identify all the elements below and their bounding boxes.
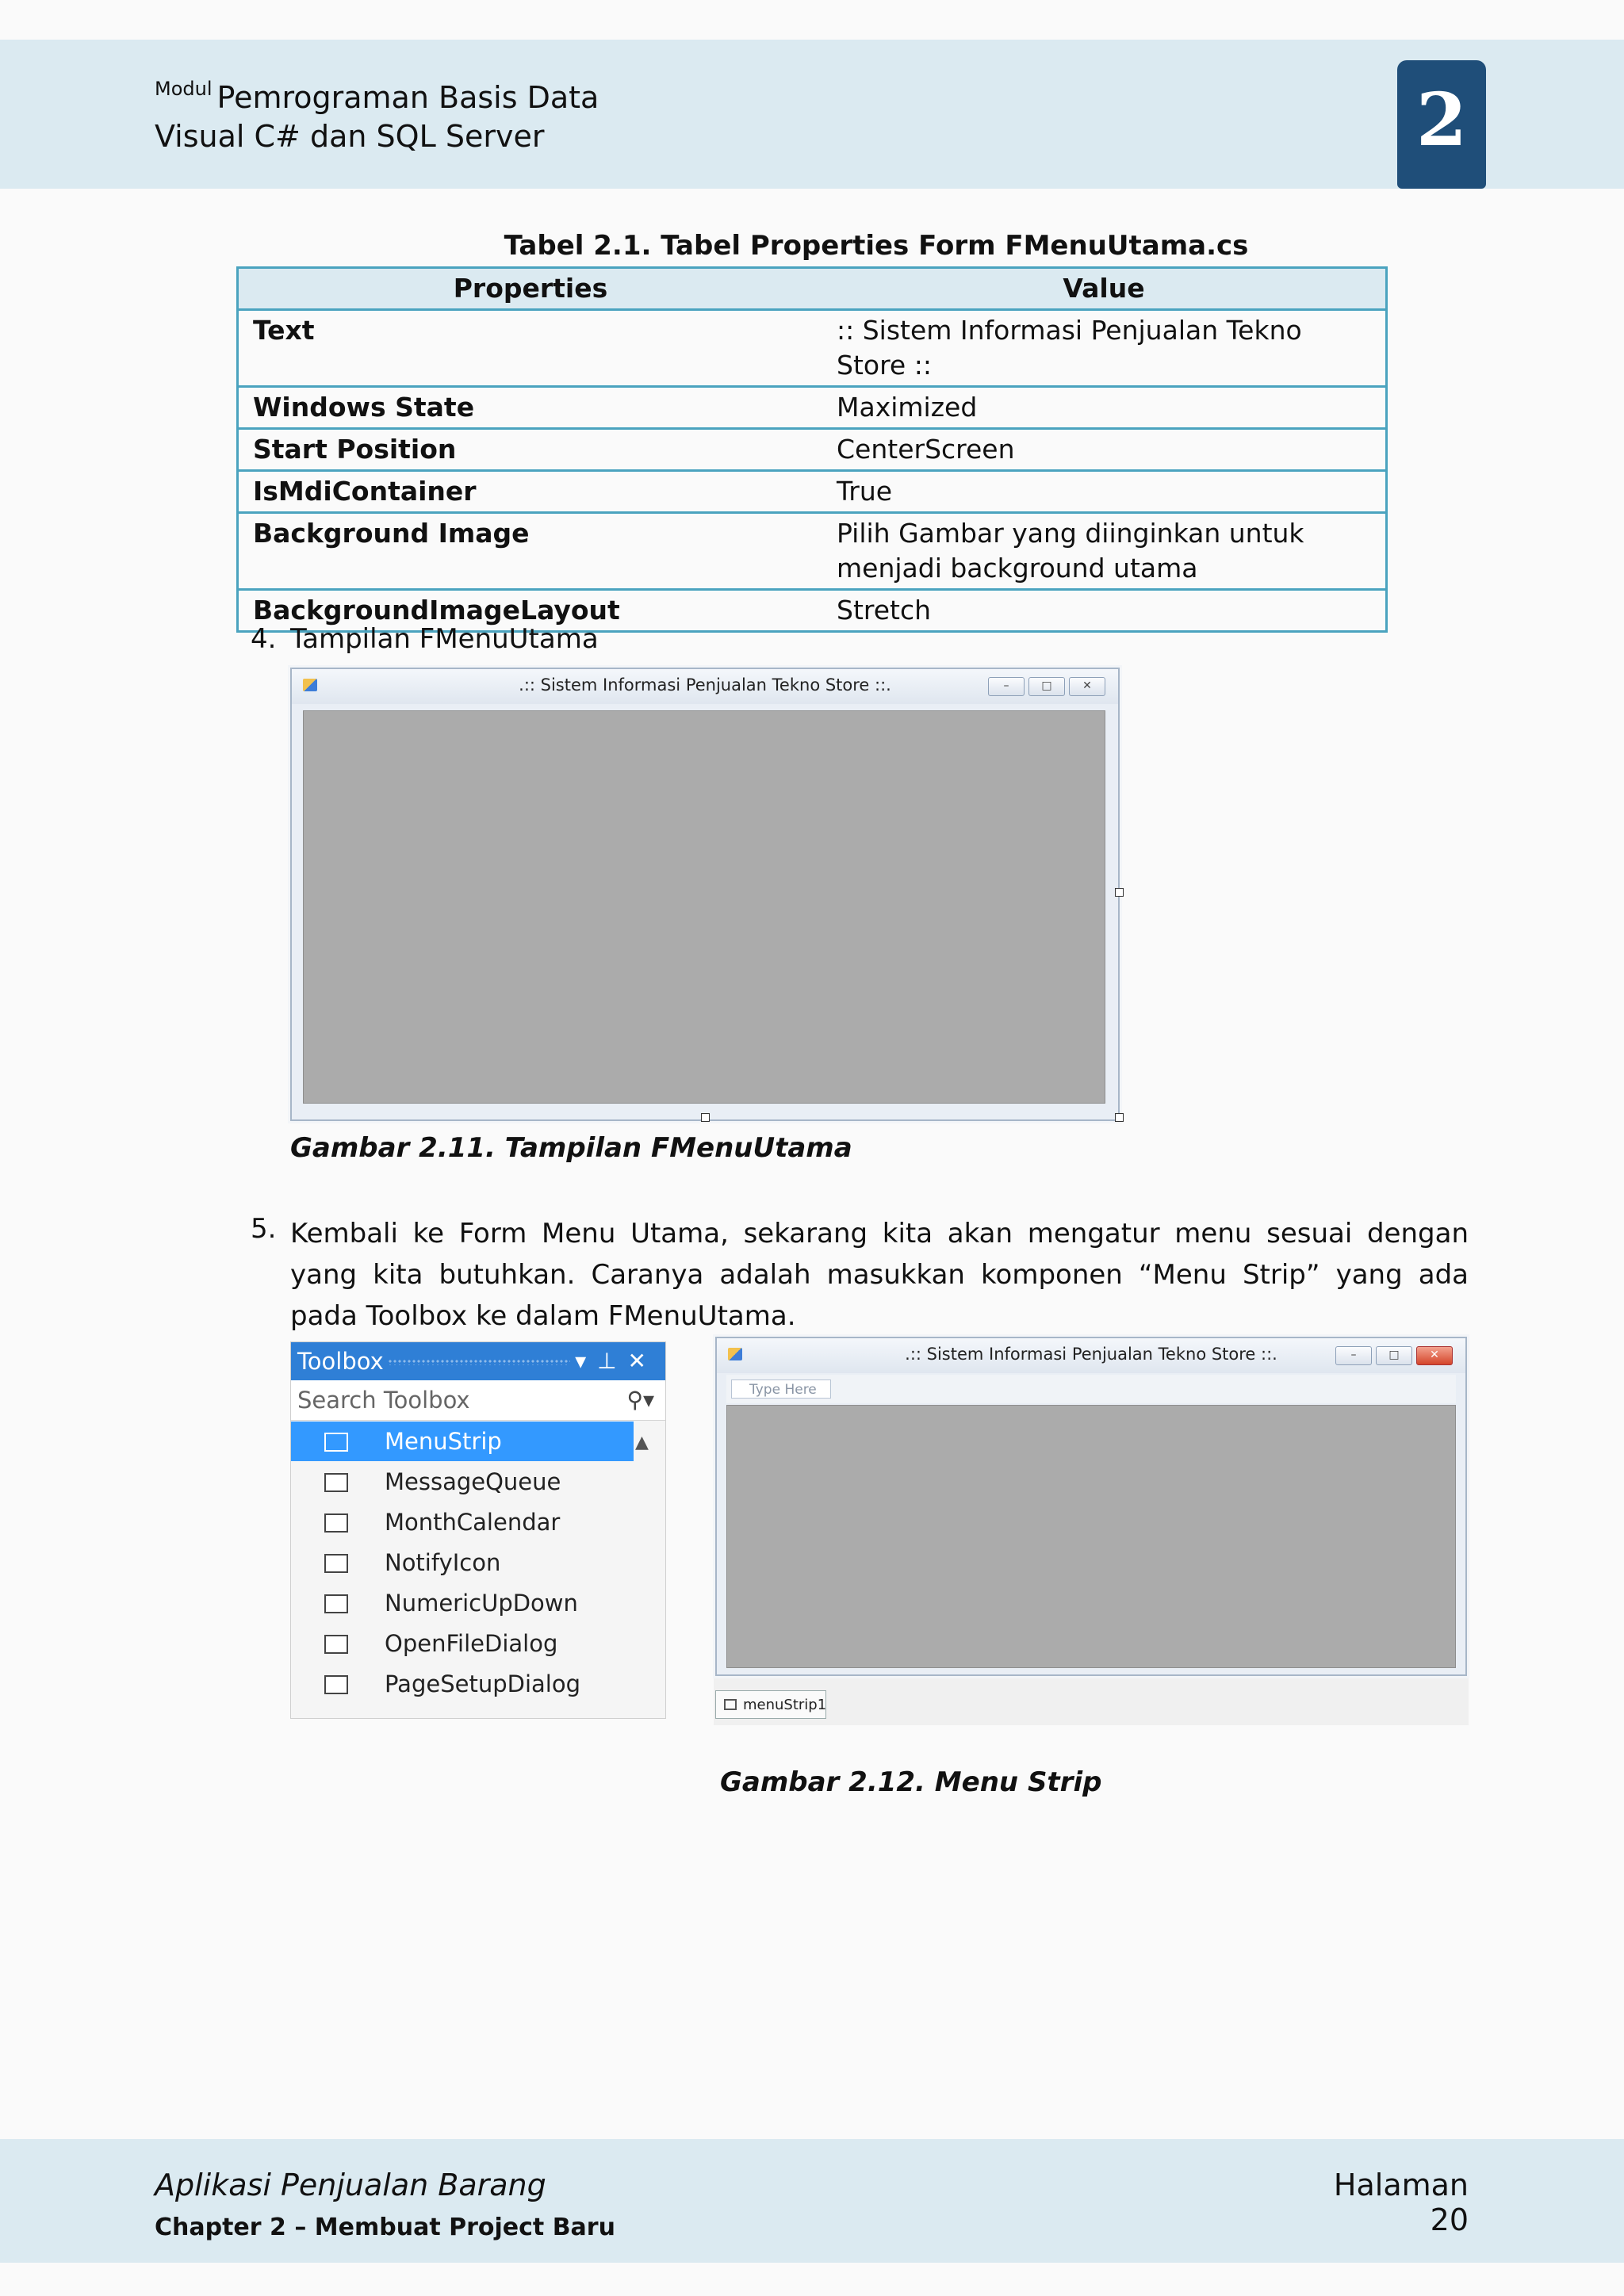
table-row bbox=[238, 429, 1387, 471]
properties-table bbox=[236, 266, 1388, 633]
window-controls bbox=[1335, 1346, 1453, 1365]
chapter-badge: 2 bbox=[1397, 60, 1486, 189]
dropdown-icon[interactable]: ▾ bbox=[575, 1348, 598, 1374]
header-properties: Properties bbox=[238, 268, 823, 310]
toolbox-header bbox=[291, 1342, 665, 1380]
table-row bbox=[238, 471, 1387, 513]
module-title: Pemrograman Basis Data bbox=[216, 80, 599, 115]
step4-number: 4. bbox=[251, 623, 277, 655]
menustrip-icon bbox=[324, 1433, 348, 1452]
value-cell: True bbox=[822, 471, 1387, 513]
toolbox-item-label: OpenFileDialog bbox=[385, 1630, 558, 1657]
value-cell: :: Sistem Informasi Penjualan Tekno Store :: bbox=[822, 310, 1387, 387]
scroll-up-icon[interactable]: ▲ bbox=[635, 1433, 649, 1452]
window-titlebar bbox=[292, 669, 1118, 704]
minimize-icon[interactable]: – bbox=[988, 677, 1025, 696]
toolbox-panel bbox=[290, 1341, 666, 1719]
property-cell: Start Position bbox=[238, 429, 823, 471]
value-cell: Maximized bbox=[822, 387, 1387, 429]
toolbox-item-label: PageSetupDialog bbox=[385, 1670, 580, 1697]
type-here-input[interactable]: Type Here bbox=[731, 1380, 831, 1399]
numericupdown-icon bbox=[324, 1594, 348, 1613]
fmenuutama-window bbox=[290, 668, 1120, 1121]
toolbox-item-numericupdown[interactable] bbox=[291, 1583, 665, 1623]
maximize-icon[interactable]: □ bbox=[1376, 1346, 1412, 1365]
table-caption: Tabel 2.1. Tabel Properties Form FMenuUtama.cs bbox=[504, 230, 1249, 262]
toolbox-item-label: MessageQueue bbox=[385, 1468, 561, 1495]
step4-text: Tampilan FMenuUtama bbox=[290, 623, 599, 655]
pin-icon[interactable]: ⊥ bbox=[597, 1348, 628, 1374]
grip-dots bbox=[388, 1359, 570, 1365]
calendar-icon bbox=[324, 1513, 348, 1533]
resize-handle-right[interactable] bbox=[1115, 888, 1124, 897]
chapter-title: Chapter 2 – Membuat Project Baru bbox=[155, 2214, 615, 2241]
openfiledialog-icon bbox=[324, 1635, 348, 1654]
toolbox-title: Toolbox bbox=[297, 1348, 384, 1375]
step5-paragraph: Kembali ke Form Menu Utama, sekarang kita akan mengatur menu sesuai dengan yang kita butuhkan. Caranya adalah masukkan komponen “Menu Strip” yang ada pada Toolbox ke dalam FMenuUtama. bbox=[290, 1218, 1469, 1332]
search-icon[interactable]: ⚲▾ bbox=[626, 1387, 654, 1413]
messagequeue-icon bbox=[324, 1473, 348, 1492]
mdi-client-area bbox=[726, 1405, 1456, 1668]
book-title: Aplikasi Penjualan Barang bbox=[155, 2168, 546, 2202]
component-tray bbox=[714, 1673, 1469, 1725]
toolbox-item-openfiledialog[interactable] bbox=[291, 1624, 665, 1663]
window-title: .:: Sistem Informasi Penjualan Tekno Store ::. bbox=[519, 675, 891, 695]
table-row bbox=[238, 513, 1387, 590]
window-title: .:: Sistem Informasi Penjualan Tekno Store ::. bbox=[905, 1345, 1277, 1364]
menu-strip[interactable] bbox=[726, 1375, 1456, 1403]
module-title-line1 bbox=[155, 78, 599, 115]
close-icon[interactable]: ✕ bbox=[1416, 1346, 1453, 1365]
table-row bbox=[238, 310, 1387, 387]
property-cell: Background Image bbox=[238, 513, 823, 590]
search-placeholder: Search Toolbox bbox=[297, 1387, 470, 1414]
property-cell: Windows State bbox=[238, 387, 823, 429]
toolbox-item-pagesetupdialog[interactable] bbox=[291, 1664, 665, 1704]
toolbox-item-label: NotifyIcon bbox=[385, 1549, 501, 1576]
pagesetupdialog-icon bbox=[324, 1675, 348, 1694]
window-titlebar bbox=[717, 1338, 1465, 1373]
minimize-icon[interactable]: – bbox=[1335, 1346, 1372, 1365]
toolbox-header-buttons bbox=[575, 1342, 657, 1380]
page-number: Halaman 20 bbox=[1333, 2168, 1469, 2237]
toolbox-item-menustrip[interactable] bbox=[291, 1422, 634, 1461]
resize-handle-bottom[interactable] bbox=[701, 1113, 710, 1122]
toolbox-item-messagequeue[interactable] bbox=[291, 1462, 665, 1502]
module-subtitle: Visual C# dan SQL Server bbox=[155, 119, 545, 154]
toolbox-item-label: NumericUpDown bbox=[385, 1590, 578, 1617]
value-cell: CenterScreen bbox=[822, 429, 1387, 471]
page-header bbox=[0, 40, 1624, 189]
figure-caption-2-11: Gambar 2.11. Tampilan FMenuUtama bbox=[290, 1132, 852, 1164]
property-cell: BackgroundImageLayout bbox=[238, 590, 823, 632]
modul-label: Modul bbox=[155, 78, 213, 100]
toolbox-search-input[interactable] bbox=[291, 1380, 665, 1421]
property-cell: Text bbox=[238, 310, 823, 387]
toolbox-item-label: MenuStrip bbox=[385, 1428, 502, 1455]
toolbox-item-monthcalendar[interactable] bbox=[291, 1502, 665, 1542]
table-header-row bbox=[238, 268, 1387, 310]
step5-number: 5. bbox=[251, 1213, 277, 1245]
designer-form-window bbox=[715, 1337, 1467, 1676]
notifyicon-icon bbox=[324, 1554, 348, 1573]
menustrip1-component[interactable]: menuStrip1 bbox=[715, 1690, 826, 1719]
page-footer bbox=[0, 2139, 1624, 2263]
value-cell: Stretch bbox=[822, 590, 1387, 632]
value-cell: Pilih Gambar yang diinginkan untuk menjadi background utama bbox=[822, 513, 1387, 590]
resize-handle-corner[interactable] bbox=[1115, 1113, 1124, 1122]
table-row bbox=[238, 387, 1387, 429]
header-value: Value bbox=[822, 268, 1387, 310]
mdi-client-area bbox=[303, 710, 1105, 1104]
close-icon[interactable]: ✕ bbox=[1069, 677, 1105, 696]
toolbox-item-label: MonthCalendar bbox=[385, 1509, 561, 1536]
close-icon[interactable]: ✕ bbox=[627, 1348, 657, 1374]
toolbox-item-notifyicon[interactable] bbox=[291, 1543, 665, 1582]
window-controls bbox=[988, 677, 1105, 696]
maximize-icon[interactable]: □ bbox=[1028, 677, 1065, 696]
figure-caption-2-12: Gambar 2.12. Menu Strip bbox=[720, 1766, 1102, 1798]
property-cell: IsMdiContainer bbox=[238, 471, 823, 513]
